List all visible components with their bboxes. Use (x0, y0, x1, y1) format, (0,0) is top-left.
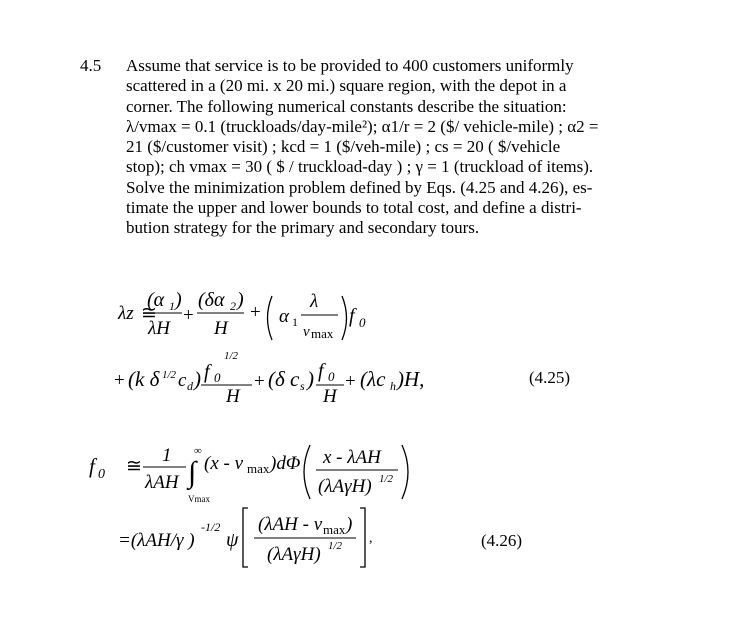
svg-text:): ) (346, 514, 353, 535)
svg-text:Vmax: Vmax (188, 494, 210, 504)
svg-text:s: s (300, 379, 305, 393)
equation-4-25-line-1 (117, 289, 366, 341)
svg-text:max: max (323, 522, 346, 537)
problem-number: 4.5 (80, 56, 102, 75)
svg-text:H: H (226, 386, 240, 407)
svg-text:(α: (α (147, 289, 165, 311)
svg-text:c: c (178, 370, 187, 391)
svg-text:α: α (279, 306, 289, 327)
svg-text:(λAγH): (λAγH) (267, 544, 321, 565)
svg-text:,: , (369, 531, 373, 546)
svg-text:f: f (318, 360, 324, 382)
problem-line: stop); ch vmax = 30 ( $ / truckload-day ) ; γ = 1 (truckload of items). (126, 157, 594, 177)
svg-text:λH: λH (148, 318, 170, 339)
svg-text:(x - v: (x - v (204, 453, 244, 474)
svg-text:f: f (204, 361, 210, 383)
equation-4-26-label: (4.26) (481, 531, 523, 550)
svg-text:1: 1 (169, 299, 175, 313)
svg-text:h: h (390, 379, 396, 393)
svg-text:≅: ≅ (126, 456, 142, 477)
svg-text:1: 1 (162, 445, 172, 466)
svg-text:max: max (247, 461, 270, 476)
equation-4-25-label: (4.25) (529, 368, 571, 387)
svg-text:≅: ≅ (141, 303, 157, 324)
svg-text:ψ: ψ (226, 529, 239, 551)
svg-text:2: 2 (230, 299, 236, 313)
svg-text:f: f (349, 305, 355, 327)
svg-text:∞: ∞ (194, 445, 202, 457)
svg-text:): ) (175, 289, 182, 311)
svg-text:1/2: 1/2 (328, 540, 343, 552)
problem-line: 21 ($/customer visit) ; kcd = 1 ($/veh-mile) ; cs = 20 ( $/vehicle (126, 137, 561, 157)
svg-text:0: 0 (214, 370, 221, 385)
svg-text:0: 0 (359, 315, 366, 330)
problem-line: Assume that service is to be provided to 400 customers uniformly (126, 56, 574, 75)
svg-text:-1/2: -1/2 (201, 520, 221, 534)
svg-text:0: 0 (98, 467, 105, 482)
svg-text:(δ c: (δ c (268, 367, 300, 391)
equation-4-25-line-2 (114, 350, 424, 407)
svg-text:λ: λ (310, 291, 319, 312)
svg-text:(λAγH): (λAγH) (318, 476, 372, 497)
svg-text:∫: ∫ (188, 456, 197, 489)
svg-text:f: f (89, 454, 95, 478)
svg-text:1/2: 1/2 (379, 473, 394, 485)
svg-text:(λc: (λc (360, 367, 386, 391)
problem-line: timate the upper and lower bounds to total cost, and define a distri- (126, 198, 582, 218)
svg-text:1: 1 (292, 315, 298, 329)
problem-line: Solve the minimization problem defined by Eqs. (4.25 and 4.26), es- (126, 177, 593, 197)
svg-text:0: 0 (328, 369, 335, 384)
svg-text:): ) (307, 367, 314, 391)
problem-line: bution strategy for the primary and secondary tours. (126, 218, 480, 238)
svg-text:=(λAH/γ ): =(λAH/γ ) (118, 530, 195, 551)
svg-text:(k δ: (k δ (128, 367, 160, 391)
svg-text:d: d (187, 379, 193, 393)
svg-text:+: + (183, 305, 194, 326)
svg-text:+: + (254, 371, 265, 392)
svg-text:1/2: 1/2 (162, 369, 177, 381)
svg-text:H: H (323, 386, 337, 407)
problem-line: λ/vmax = 0.1 (truckloads/day-mile²); α1/r = 2 ($/ vehicle-mile) ; α2 = (126, 116, 599, 136)
equation-4-26-line-1 (89, 445, 408, 504)
svg-text:+: + (250, 302, 261, 323)
svg-text:1/2: 1/2 (224, 350, 239, 362)
svg-text:H: H (214, 318, 228, 339)
equation-4-26-line-2 (118, 508, 373, 567)
svg-text:x - λAH: x - λAH (323, 447, 381, 468)
svg-text:(λAH - v: (λAH - v (258, 514, 323, 535)
svg-text:)H,: )H, (397, 367, 425, 391)
svg-text:)dΦ: )dΦ (270, 453, 301, 474)
problem-line: scattered in a (20 mi. x 20 mi.) square region, with the depot in a (126, 76, 567, 96)
svg-text:+: + (114, 370, 125, 391)
svg-text:+: + (345, 371, 356, 392)
svg-text:λz: λz (118, 303, 134, 324)
svg-text:max: max (311, 326, 334, 341)
svg-text:v: v (303, 324, 310, 340)
problem-line: corner. The following numerical constants describe the situation: (126, 96, 567, 116)
svg-text:): ) (194, 367, 201, 391)
svg-text:): ) (237, 289, 244, 311)
svg-text:λAH: λAH (145, 472, 179, 493)
svg-text:(δα: (δα (198, 289, 225, 311)
